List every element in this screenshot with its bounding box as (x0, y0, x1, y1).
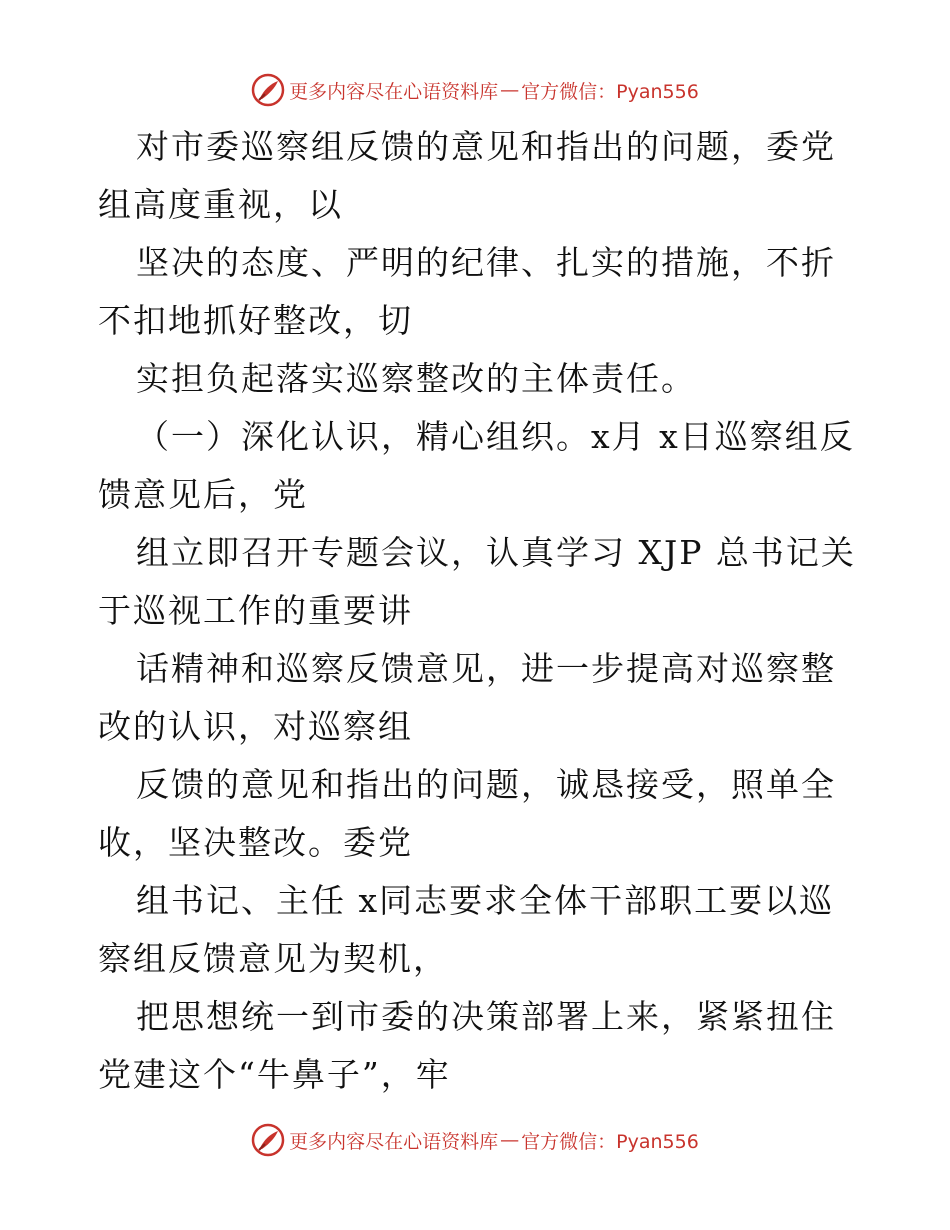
paragraph: 对市委巡察组反馈的意见和指出的问题，委党组高度重视，以 (98, 127, 836, 224)
header-watermark-banner (0, 70, 950, 110)
banner-text: 更多内容尽在心语资料库 (289, 80, 499, 103)
paragraph: 反馈的意见和指出的问题，诚恳接受，照单全收，坚决整改。委党 (98, 765, 836, 862)
banner-dash: — (500, 79, 520, 101)
banner-wechat: 官方微信：Pyan556 (521, 80, 699, 103)
paragraph: 把思想统一到市委的决策部署上来，紧紧扭住党建这个“牛鼻子”，牢 (98, 997, 836, 1094)
paragraph: 实担负起落实巡察整改的主体责任。 (136, 359, 696, 398)
footer-watermark-banner (0, 1120, 950, 1160)
quill-logo-icon (251, 73, 285, 107)
banner-text: 更多内容尽在心语资料库 (289, 1130, 499, 1153)
paragraph: 坚决的态度、严明的纪律、扎实的措施，不折不扣地抓好整改，切 (98, 243, 836, 340)
banner-dash: — (500, 1129, 520, 1151)
paragraph: 话精神和巡察反馈意见，进一步提高对巡察整改的认识，对巡察组 (98, 649, 836, 746)
paragraph: 组立即召开专题会议，认真学习 XJP 总书记关于巡视工作的重要讲 (98, 533, 856, 630)
quill-logo-icon (251, 1123, 285, 1157)
document-body (98, 118, 858, 1104)
banner-wechat: 官方微信：Pyan556 (521, 1130, 699, 1153)
paragraph: （一）深化认识，精心组织。x月 x日巡察组反馈意见后，党 (98, 417, 855, 514)
paragraph: 组书记、主任 x同志要求全体干部职工要以巡察组反馈意见为契机， (98, 881, 835, 978)
